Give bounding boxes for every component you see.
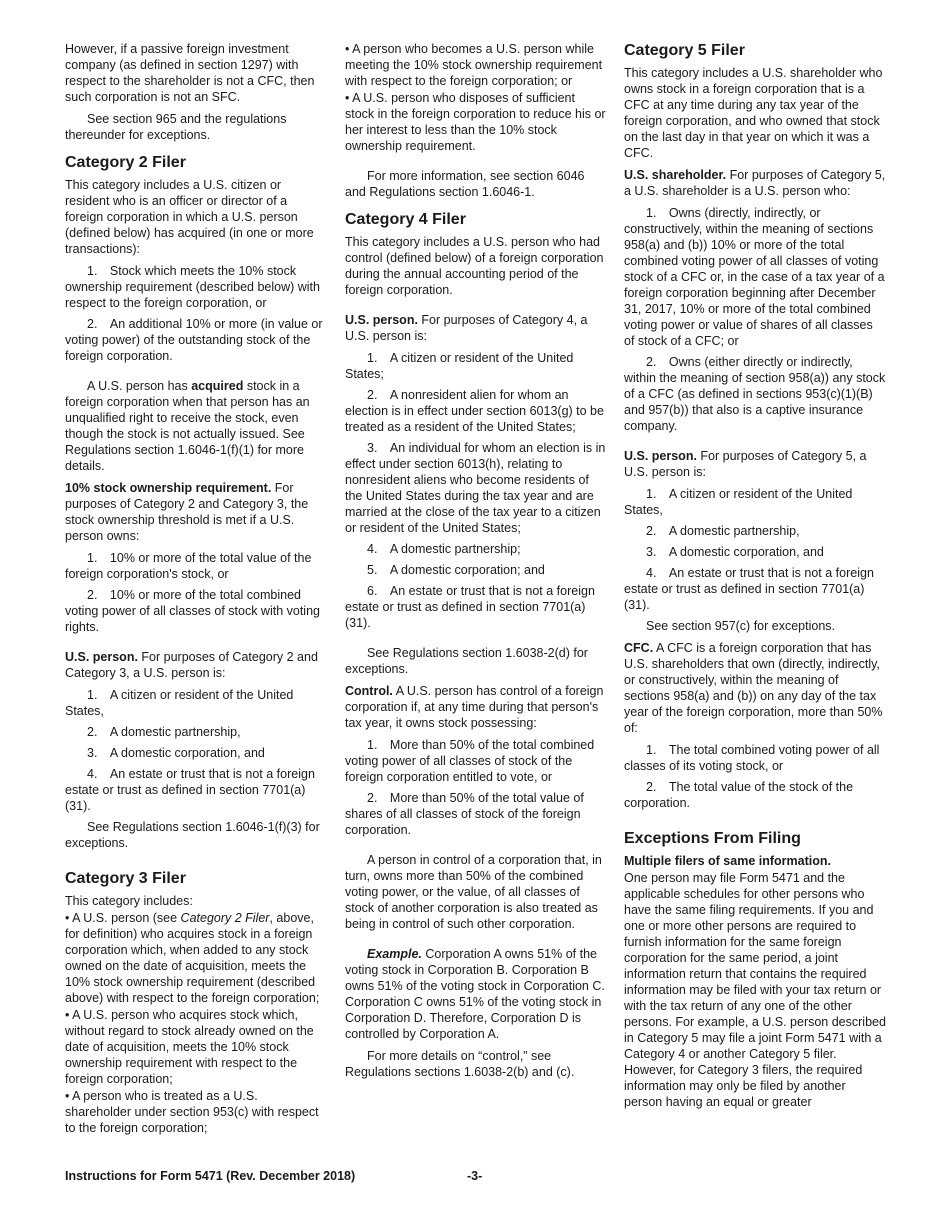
list-item: 1. A citizen or resident of the United States;	[345, 351, 574, 381]
paragraph: This category includes a U.S. person who had control (defined below) of a foreign corporation during the annual accounting period of the foreign corporation.	[345, 235, 604, 297]
heading-category-3: Category 3 Filer	[65, 870, 186, 887]
list-item: 4. An estate or trust that is not a foreign estate or trust as defined in section 7701(a)(31).	[624, 566, 874, 612]
list-item: 1. A citizen or resident of the United States,	[624, 487, 853, 517]
heading-category-4: Category 4 Filer	[345, 211, 466, 228]
list-item: 2. Owns (either directly or indirectly, within the meaning of section 958(a)) any stock of a CFC (as defined in sections 953(c)(1)(B) and 957(b)) that also is a captive insurance company.	[624, 355, 886, 433]
paragraph-cfc: CFC. A CFC is a foreign corporation that has U.S. shareholders that own (directly, indirectly, or constructively, within the meaning of sections 958(a) and (b)) on any day of the tax year of the foreign corporation, more than 50% of:	[624, 641, 883, 735]
list-item: 1. Stock which meets the 10% stock ownership requirement (described below) with respect to the foreign corporation, or	[65, 264, 320, 310]
list-item: 4. A domestic partnership;	[367, 542, 521, 556]
bullet-item: • A U.S. person who disposes of sufficient stock in the foreign corporation to reduce his or her interest to less than the 10% stock ownership requirement.	[345, 91, 606, 153]
bullet-item: • A person who becomes a U.S. person while meeting the 10% stock ownership requirement with respect to the foreign corporation; or	[345, 42, 603, 88]
heading-category-2: Category 2 Filer	[65, 154, 186, 171]
column-3	[624, 41, 886, 1116]
paragraph: See Regulations section 1.6046-1(f)(3) for exceptions.	[65, 820, 320, 850]
paragraph-us-person: U.S. person. For purposes of Category 4, a U.S. person is:	[345, 313, 588, 343]
list-item: 1. Owns (directly, indirectly, or constructively, within the meaning of sections 958(a) and (b)) 10% or more of the total combined voting power of all classes of voting stock of a CFC or, in the case of a tax year of a foreign corporation beginning after December 31, 2017, 10% or more of the total combined voting power or value of shares of all classes of stock of a CFC; or	[624, 206, 885, 348]
paragraph-acquired: A U.S. person has acquired stock in a foreign corporation when that person has an unqualified right to receive the stock, even though the stock is not actually issued. See Regulations section 1.6046-1(f)(1) for more details.	[65, 379, 310, 473]
paragraph: See Regulations section 1.6038-2(d) for exceptions.	[345, 646, 588, 676]
column-2	[345, 41, 607, 1086]
paragraph-us-person: U.S. person. For purposes of Category 2 and Category 3, a U.S. person is:	[65, 650, 318, 680]
list-item: 5. A domestic corporation; and	[367, 563, 545, 577]
paragraph: This category includes a U.S. shareholder who owns stock in a foreign corporation that is a CFC at any time during any tax year of the foreign corporation, and who owned that stock on the last day in that year on which it was a CFC.	[624, 66, 883, 160]
paragraph-ownership-requirement: 10% stock ownership requirement. For purposes of Category 2 and Category 3, the stock ownership threshold is met if a U.S. person owns:	[65, 481, 309, 543]
page-footer	[65, 1169, 905, 1183]
paragraph-example: Example. Corporation A owns 51% of the voting stock in Corporation B. Corporation B owns 51% of the voting stock in Corporation C. Corporation C owns 51% of the voting stock in Corporation D. Therefore, Corporation D is controlled by Corporation A.	[345, 947, 605, 1041]
list-item: 2. An additional 10% or more (in value or voting power) of the outstanding stock of the foreign corporation.	[65, 317, 323, 363]
list-item: 4. An estate or trust that is not a foreign estate or trust as defined in section 7701(a)(31).	[65, 767, 315, 813]
bullet-item: • A person who is treated as a U.S. shareholder under section 953(c) with respect to the foreign corporation;	[65, 1089, 319, 1135]
list-item: 2. A nonresident alien for whom an election is in effect under section 6013(g) to be treated as a resident of the United States;	[345, 388, 604, 434]
paragraph: A person in control of a corporation that, in turn, owns more than 50% of the combined voting power, or the value, of all classes of stock of another corporation is also treated as being in control of such other corporation.	[345, 853, 602, 931]
list-item: 2. More than 50% of the total value of shares of all classes of stock of the foreign corporation.	[345, 791, 584, 837]
paragraph: This category includes:	[65, 894, 193, 908]
list-item: 1. The total combined voting power of all classes of its voting stock, or	[624, 743, 880, 773]
subheading-multiple-filers: Multiple filers of same information.	[624, 854, 831, 868]
heading-exceptions: Exceptions From Filing	[624, 830, 801, 847]
paragraph: For more details on “control,” see Regulations sections 1.6038-2(b) and (c).	[345, 1049, 575, 1079]
paragraph: One person may file Form 5471 and the applicable schedules for other persons who have the same filing requirements. If you and one or more other persons are required to furnish information for the same foreign corporation for the same period, a joint information return that contains the required information may be filed with your tax return or with the tax return of any one of the other persons. For example, a U.S. person described in Category 5 may file a joint Form 5471 with a Category 4 or another Category 5 filer. However, for Category 3 filers, the required information may only be filed by another person having an equal or greater	[624, 871, 886, 1109]
bullet-item: • A U.S. person (see Category 2 Filer, above, for definition) who acquires stock in a foreign corporation which, when added to any stock owned on the date of acquisition, meets the 10% stock ownership requirement (described above) with respect to the foreign corporation;	[65, 911, 320, 1005]
paragraph: See section 965 and the regulations thereunder for exceptions.	[65, 112, 287, 142]
paragraph-control: Control. A U.S. person has control of a foreign corporation if, at any time during that person's tax year, it owns stock possessing:	[345, 684, 604, 730]
column-1	[65, 41, 327, 1137]
page-number: -3-	[467, 1169, 483, 1183]
list-item: 1. A citizen or resident of the United States,	[65, 688, 294, 718]
list-item: 6. An estate or trust that is not a foreign estate or trust as defined in section 7701(a)(31).	[345, 584, 595, 630]
paragraph-us-shareholder: U.S. shareholder. For purposes of Category 5, a U.S. shareholder is a U.S. person who:	[624, 168, 886, 198]
list-item: 3. An individual for whom an election is in effect under section 6013(h), relating to nonresident aliens who become residents of the United States during the tax year and are married at the close of the tax year to a citizen or resident of the United States;	[345, 441, 606, 535]
list-item: 1. 10% or more of the total value of the foreign corporation's stock, or	[65, 551, 312, 581]
paragraph-us-person: U.S. person. For purposes of Category 5, a U.S. person is:	[624, 449, 867, 479]
paragraph: For more information, see section 6046 and Regulations section 1.6046-1.	[345, 169, 585, 199]
list-item: 2. A domestic partnership,	[646, 524, 800, 538]
paragraph: See section 957(c) for exceptions.	[646, 619, 835, 633]
list-item: 2. A domestic partnership,	[87, 725, 241, 739]
paragraph: However, if a passive foreign investment company (as defined in section 1297) with respect to the shareholder is not a CFC, then such corporation is not an SFC.	[65, 42, 315, 104]
list-item: 3. A domestic corporation, and	[646, 545, 824, 559]
footer-title: Instructions for Form 5471 (Rev. December 2018)	[65, 1169, 356, 1183]
heading-category-5: Category 5 Filer	[624, 42, 745, 59]
paragraph: This category includes a U.S. citizen or resident who is an officer or director of a foreign corporation in which a U.S. person (defined below) has acquired (in one or more transactions):	[65, 178, 314, 256]
list-item: 2. The total value of the stock of the corporation.	[624, 780, 854, 810]
bullet-item: • A U.S. person who acquires stock which, without regard to stock already owned on the date of acquisition, meets the 10% stock ownership requirement with respect to the foreign corporation;	[65, 1008, 314, 1086]
list-item: 2. 10% or more of the total combined voting power of all classes of stock with voting rights.	[65, 588, 320, 634]
list-item: 3. A domestic corporation, and	[87, 746, 265, 760]
list-item: 1. More than 50% of the total combined voting power of all classes of stock of the foreign corporation entitled to vote, or	[345, 738, 595, 784]
